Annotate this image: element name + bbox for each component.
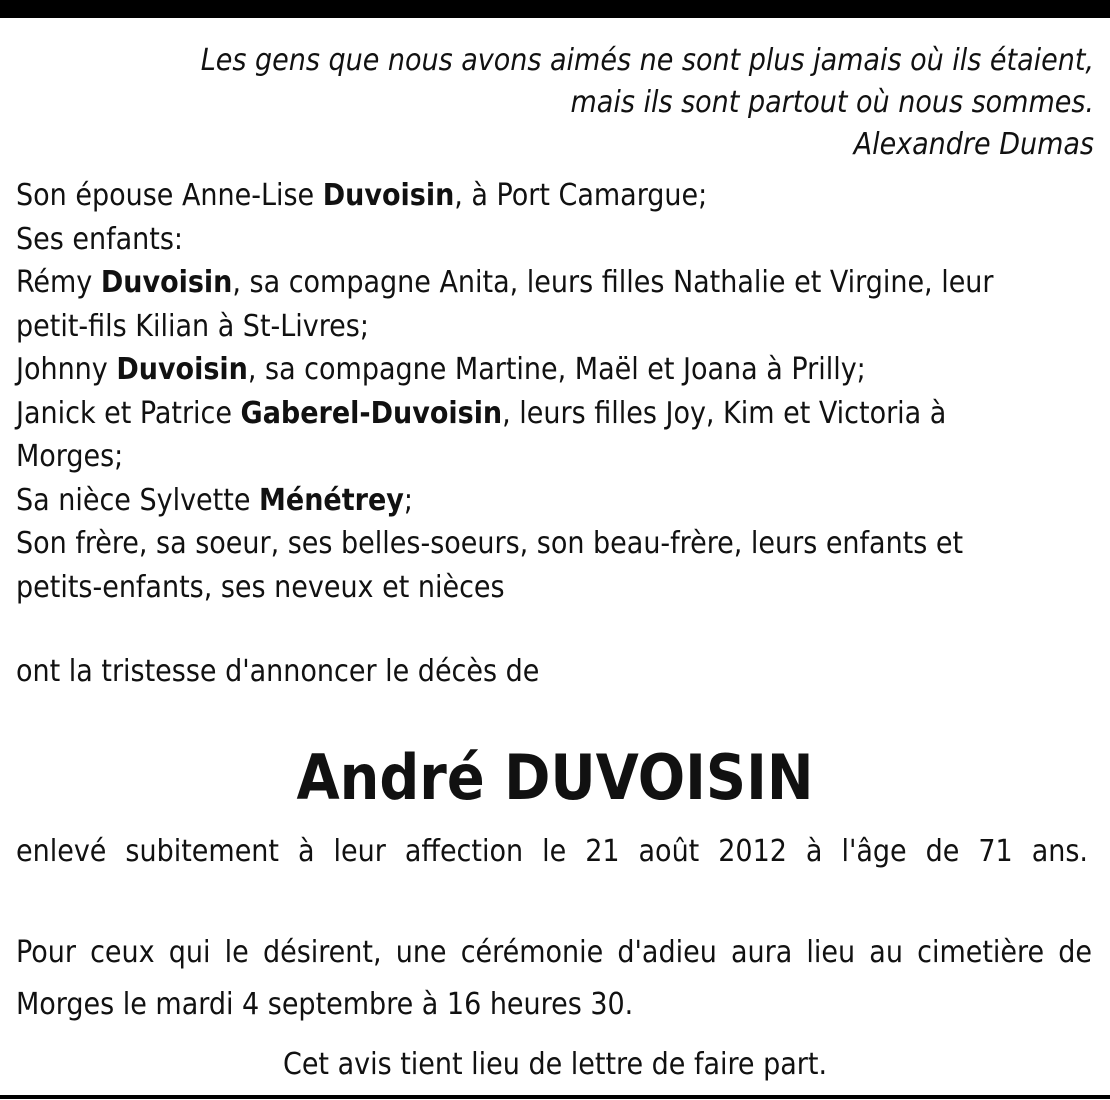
death-details: enlevé subitement à leur affection le 21 août 2012 à l'âge de 71 ans. xyxy=(16,834,1088,869)
announcement-text: ont la tristesse d'annoncer le décès de xyxy=(16,654,540,689)
ceremony-details: Pour ceux qui le désirent, une cérémonie d'adieu aura lieu au cimetière de Morges le mardi 4 septembre à 16 heures 30. xyxy=(16,935,1092,1022)
deceased-name: André DUVOISIN xyxy=(296,741,814,814)
child-2-surname: Duvoisin xyxy=(116,352,248,387)
top-border-bar xyxy=(0,0,1110,18)
notice-text: Cet avis tient lieu de lettre de faire part. xyxy=(282,1047,828,1082)
family-child-1: Rémy Duvoisin, sa compagne Anita, leurs filles Nathalie et Virgine, leur xyxy=(16,265,994,300)
family-list xyxy=(16,174,1096,609)
family-child-3-cont: Morges; xyxy=(16,439,124,474)
niece-surname: Ménétrey xyxy=(259,482,404,518)
spouse-surname: Duvoisin xyxy=(322,178,455,213)
quote-author: Alexandre Dumas xyxy=(853,127,1094,162)
epigraph-quote xyxy=(16,40,1094,166)
family-spouse: Son épouse Anne-Lise Duvoisin, à Port Camargue; xyxy=(16,178,708,213)
family-child-3: Janick et Patrice Gaberel-Duvoisin, leurs filles Joy, Kim et Victoria à xyxy=(16,395,947,431)
family-child-2: Johnny Duvoisin, sa compagne Martine, Maël et Joana à Prilly; xyxy=(16,352,866,387)
family-child-1-cont: petit-fils Kilian à St-Livres; xyxy=(16,308,369,344)
child-3-surname: Gaberel-Duvoisin xyxy=(240,395,503,431)
family-niece: Sa nièce Sylvette Ménétrey; xyxy=(16,482,413,518)
quote-line-2: mais ils sont partout où nous sommes. xyxy=(570,85,1094,120)
child-1-surname: Duvoisin xyxy=(100,265,233,300)
family-others: Son frère, sa soeur, ses belles-soeurs, son beau-frère, leurs enfants et xyxy=(16,526,964,561)
family-others-cont: petits-enfants, ses neveux et nièces xyxy=(16,569,505,605)
bottom-border-rule xyxy=(0,1095,1110,1099)
quote-line-1: Les gens que nous avons aimés ne sont plus jamais où ils étaient, xyxy=(200,43,1094,78)
children-heading: Ses enfants: xyxy=(16,221,183,257)
